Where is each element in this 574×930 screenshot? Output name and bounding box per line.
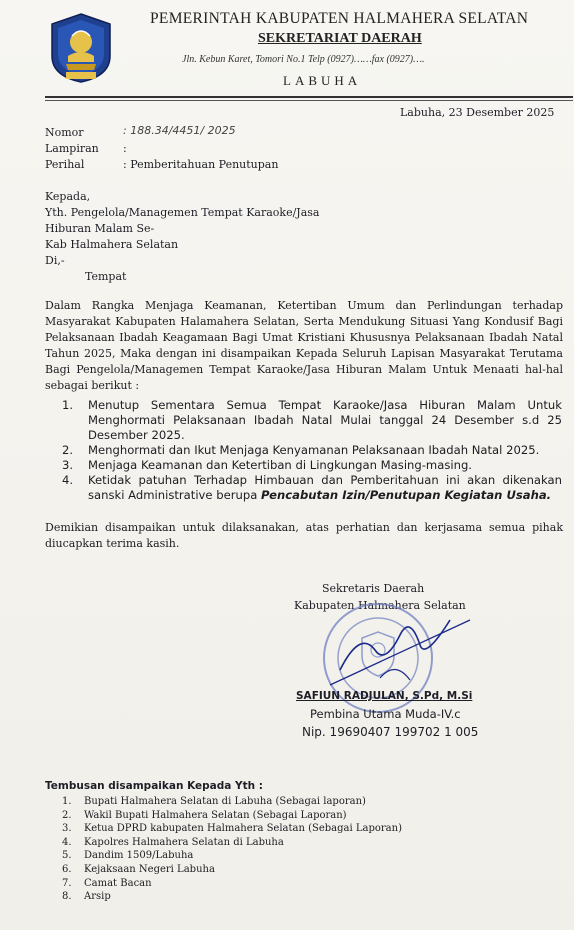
nomor-value: : 188.34/4451/ 2025 <box>123 124 236 137</box>
lampiran-value: : <box>123 142 127 155</box>
recipient-line2: Hiburan Malam Se- <box>45 222 155 235</box>
list-text: Arsip <box>84 891 111 903</box>
list-text: Kejaksaan Negeri Labuha <box>84 863 215 875</box>
list-number: 1. <box>62 796 72 807</box>
recipient-line1: Yth. Pengelola/Managemen Tempat Karaoke/Jasa <box>45 206 320 219</box>
list-number: 3. <box>62 458 74 472</box>
signatory-title: Sekretaris Daerah <box>322 582 425 595</box>
list-item <box>62 398 562 443</box>
list-number: 7. <box>62 877 72 889</box>
nomor-label: Nomor <box>45 126 84 139</box>
letterhead-city: LABUHA <box>283 73 362 88</box>
perihal-label: Perihal <box>45 158 85 171</box>
recipient-kepada: Kepada, <box>45 190 91 203</box>
handwritten-signature-icon <box>300 590 480 700</box>
sanction-emphasis: Pencabutan Izin/Penutupan Kegiatan Usaha. <box>260 488 552 502</box>
perihal-value: : Pemberitahuan Penutupan <box>123 158 279 171</box>
list-text: Menjaga Keamanan dan Ketertiban di Lingkungan Masing-masing. <box>88 458 472 472</box>
list-item <box>62 795 402 809</box>
list-text: Menutup Sementara Semua Tempat Karaoke/Jasa Hiburan Malam Untuk Menghormati Pelaksanaan Ibadah Natal Mulai tanggal 24 Desember s.d 25 Desember 2025. <box>88 398 562 442</box>
list-text: Menghormati dan Ikut Menjaga Kenyamanan Pelaksanaan Ibadah Natal 2025. <box>88 443 540 457</box>
signatory-rank: Pembina Utama Muda-IV.c <box>310 707 461 721</box>
list-text: Dandim 1509/Labuha <box>84 850 194 862</box>
list-item <box>62 863 402 877</box>
body-intro: Dalam Rangka Menjaga Keamanan, Ketertiban Umum dan Perlindungan terhadap Masyarakat Kabupaten Halamahera Selatan, Serta Mendukung Situasi Yang Kondusif Bagi Pelaksanaan Ibadah Keagamaan Bagi Umat Kristiani Khususnya Pelaksanaan Ibadah Natal Tahun 2025, Maka dengan ini disampaikan Kepada Seluruh Lapisan Masyarakat Terutama Bagi Pengelola/Managemen Tempat Karaoke/Jasa Hiburan Malam Untuk Menaati hal-hal sebagai berikut : <box>45 299 563 392</box>
list-text: Camat Bacan <box>84 877 152 889</box>
list-number: 6. <box>62 863 72 875</box>
signatory-office: Kabupaten Halmahera Selatan <box>294 599 466 612</box>
list-item <box>62 458 562 473</box>
list-number: 3. <box>62 823 72 835</box>
list-text: Ketidak patuhan Terhadap Himbauan dan Pemberitahuan ini akan dikenakan sanski Administrative berupa <box>88 473 562 502</box>
list-number: 8. <box>62 891 72 903</box>
letterhead-government: PEMERINTAH KABUPATEN HALMAHERA SELATAN <box>150 10 529 27</box>
recipient-tempat: Tempat <box>85 270 127 283</box>
list-text: Ketua DPRD kabupaten Halmahera Selatan (Sebagai Laporan) <box>84 823 402 835</box>
signatory-nip: Nip. 19690407 199702 1 005 <box>302 725 479 739</box>
recipient-line3: Kab Halmahera Selatan <box>45 238 179 251</box>
list-number: 2. <box>62 809 72 821</box>
list-item <box>62 809 402 823</box>
body-closing: Demikian disampaikan untuk dilaksanakan, atas perhatian dan kerjasama semua pihak diucapkan terima kasih. <box>45 521 563 550</box>
list-item <box>62 890 402 904</box>
letterhead-office: SEKRETARIAT DAERAH <box>258 31 422 46</box>
list-item <box>62 849 402 863</box>
list-item <box>62 443 562 458</box>
list-number: 2. <box>62 443 74 457</box>
letter-date: Labuha, 23 Desember 2025 <box>400 106 555 119</box>
letterhead-divider <box>45 96 573 98</box>
list-text: Bupati Halmahera Selatan di Labuha (Sebagai laporan) <box>84 796 366 807</box>
list-number: 4. <box>62 473 74 487</box>
cc-list <box>62 795 402 904</box>
signatory-name: SAFIUN RADJULAN, S.Pd, M.Si <box>296 690 473 702</box>
list-number: 5. <box>62 850 72 862</box>
list-item <box>62 877 402 891</box>
list-number: 4. <box>62 836 72 848</box>
list-text: Kapolres Halmahera Selatan di Labuha <box>84 836 284 848</box>
cc-title: Tembusan disampaikan Kepada Yth : <box>45 780 263 792</box>
letterhead-address: Jln. Kebun Karet, Tomori No.1 Telp (0927)……fax (0927)…. <box>182 54 425 65</box>
list-number: 1. <box>62 398 74 412</box>
halmahera-selatan-emblem-icon <box>48 12 114 84</box>
lampiran-label: Lampiran <box>45 142 99 155</box>
recipient-di: Di,- <box>45 254 65 267</box>
list-item <box>62 836 402 850</box>
list-text: Wakil Bupati Halmahera Selatan (Sebagai Laporan) <box>84 809 347 821</box>
letterhead-divider-thin <box>45 100 573 101</box>
list-item <box>62 473 562 503</box>
list-item <box>62 822 402 836</box>
instruction-list <box>62 398 562 503</box>
